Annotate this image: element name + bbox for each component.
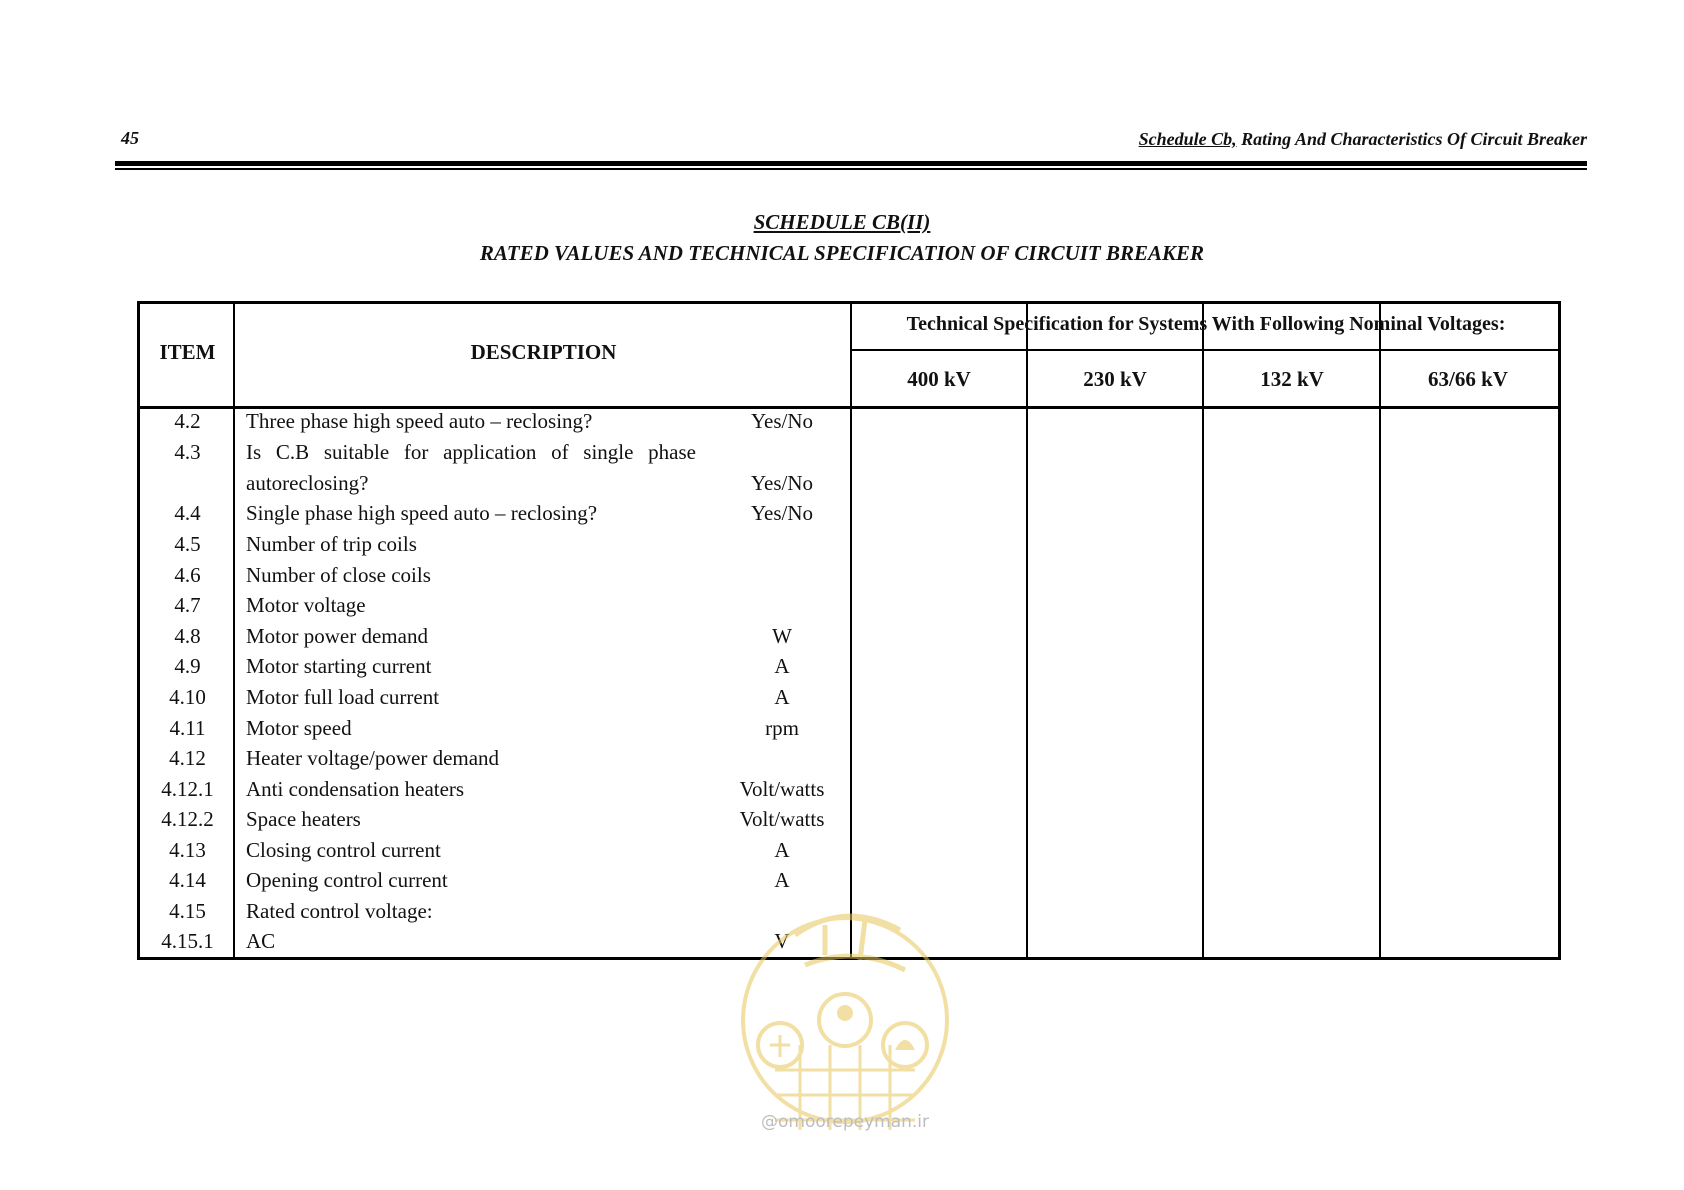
item-unit: A (774, 838, 790, 862)
item-description: AC (246, 929, 276, 953)
item-description: Motor starting current (246, 654, 432, 678)
item-number: 4.12 (169, 746, 206, 770)
col-divider-desc (850, 301, 852, 960)
item-description: Rated control voltage: (246, 899, 433, 923)
item-description: autoreclosing? (246, 471, 369, 495)
col-divider-132 (1379, 301, 1381, 960)
item-number: 4.15.1 (161, 929, 214, 953)
item-number: 4.15 (169, 899, 206, 923)
header-spec-group: Technical Specification for Systems With Following Nominal Voltages: (906, 313, 1506, 335)
watermark-text: @omoorepeyman.ir (760, 1112, 930, 1132)
item-number: 4.10 (169, 685, 206, 709)
item-description: Opening control current (246, 868, 448, 892)
item-description: Motor speed (246, 716, 352, 740)
item-description: Motor full load current (246, 685, 440, 709)
item-description: Motor power demand (246, 624, 428, 648)
schedule-subtitle: RATED VALUES AND TECHNICAL SPECIFICATION OF CIRCUIT BREAKER (479, 241, 1205, 265)
item-unit: Yes/No (750, 471, 814, 495)
item-number: 4.2 (174, 409, 201, 433)
item-number: 4.7 (174, 593, 201, 617)
item-number: 4.12.1 (161, 777, 214, 801)
item-number: 4.12.2 (161, 807, 214, 831)
page-number: 45 (121, 128, 139, 148)
item-unit: rpm (765, 716, 799, 740)
item-description: Number of close coils (246, 563, 431, 587)
schedule-title: SCHEDULE CB(II) (753, 210, 931, 234)
item-description: Heater voltage/power demand (246, 746, 500, 770)
item-number: 4.3 (174, 440, 201, 464)
item-number: 4.6 (174, 563, 201, 587)
item-unit: Volt/watts (739, 807, 825, 831)
item-number: 4.14 (169, 868, 206, 892)
header-rule-thin (115, 168, 1587, 170)
header-voltage-63-66: 63/66 kV (1428, 367, 1508, 391)
header-description: DESCRIPTION (470, 340, 617, 364)
item-number: 4.13 (169, 838, 206, 862)
col-divider-400 (1026, 301, 1028, 960)
item-description: Closing control current (246, 838, 441, 862)
item-description: Anti condensation heaters (246, 777, 465, 801)
item-description: Three phase high speed auto – reclosing? (246, 409, 593, 433)
col-divider-230 (1202, 301, 1204, 960)
item-number: 4.8 (174, 624, 201, 648)
item-number: 4.9 (174, 654, 201, 678)
running-title-underlined: Schedule Cb, (1138, 129, 1237, 149)
item-unit: V (774, 929, 790, 953)
header-item: ITEM (159, 340, 216, 364)
item-number: 4.4 (174, 501, 201, 525)
running-title-rest: Rating And Characteristics Of Circuit Breaker (1236, 129, 1587, 149)
item-description: Number of trip coils (246, 532, 417, 556)
item-unit: Yes/No (750, 409, 814, 433)
item-number: 4.5 (174, 532, 201, 556)
item-unit: Volt/watts (739, 777, 825, 801)
item-description: Motor voltage (246, 593, 366, 617)
header-voltage-132: 132 kV (1260, 367, 1324, 391)
item-unit: A (774, 868, 790, 892)
item-unit: A (774, 654, 790, 678)
item-number: 4.11 (169, 716, 206, 740)
spec-header-divider (850, 349, 1561, 351)
item-unit: A (774, 685, 790, 709)
item-description: Single phase high speed auto – reclosing? (246, 501, 598, 525)
item-unit: Yes/No (750, 501, 814, 525)
running-title (1139, 129, 1587, 150)
item-description: Is C.B suitable for application of single phase (246, 440, 696, 464)
header-voltage-400: 400 kV (907, 367, 971, 391)
header-rule-thick (115, 161, 1587, 166)
header-voltage-230: 230 kV (1083, 367, 1147, 391)
item-description: Space heaters (246, 807, 361, 831)
item-unit: W (772, 624, 792, 648)
